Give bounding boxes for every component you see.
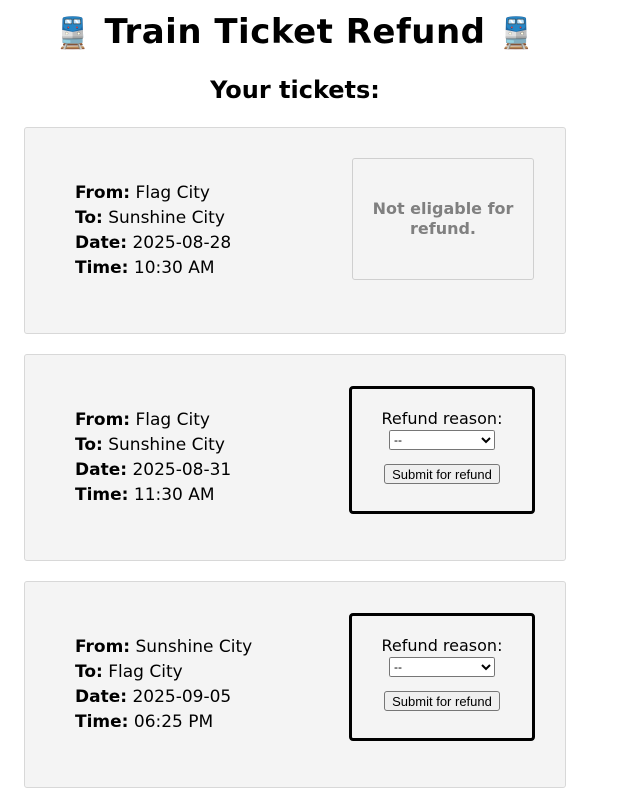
ticket-to: To: Sunshine City [75, 434, 225, 455]
ticket-time: Time: 10:30 AM [75, 257, 215, 278]
ticket-details [75, 181, 231, 281]
ticket-time: Time: 06:25 PM [75, 711, 214, 732]
page-title [0, 12, 590, 52]
train-icon: 🚆 [497, 16, 536, 51]
train-icon: 🚆 [54, 16, 93, 51]
refund-form [349, 613, 535, 741]
refund-reason-label: Refund reason: [381, 409, 503, 428]
submit-refund-button[interactable]: Submit for refund [384, 464, 500, 484]
ticket-card [24, 354, 566, 561]
refund-reason-select[interactable] [389, 430, 495, 450]
ticket-to: To: Flag City [75, 661, 183, 682]
ticket-from: From: Flag City [75, 182, 210, 203]
ticket-date: Date: 2025-08-31 [75, 459, 232, 480]
ticket-details [75, 635, 252, 735]
ticket-card [24, 127, 566, 334]
ticket-time: Time: 11:30 AM [75, 484, 215, 505]
submit-refund-button[interactable]: Submit for refund [384, 691, 500, 711]
ticket-date: Date: 2025-08-28 [75, 232, 232, 253]
ticket-to: To: Sunshine City [75, 207, 225, 228]
ticket-date: Date: 2025-09-05 [75, 686, 232, 707]
refund-reason-select[interactable] [389, 657, 495, 677]
section-title: Your tickets: [210, 76, 380, 104]
ticket-details [75, 408, 231, 508]
refund-form [349, 386, 535, 514]
refund-reason-label: Refund reason: [381, 636, 503, 655]
ticket-from: From: Flag City [75, 409, 210, 430]
ticket-from: From: Sunshine City [75, 636, 253, 657]
ineligible-notice: Not eligable for refund. [352, 158, 534, 280]
ticket-card [24, 581, 566, 788]
page-title-text: Train Ticket Refund [104, 12, 486, 52]
